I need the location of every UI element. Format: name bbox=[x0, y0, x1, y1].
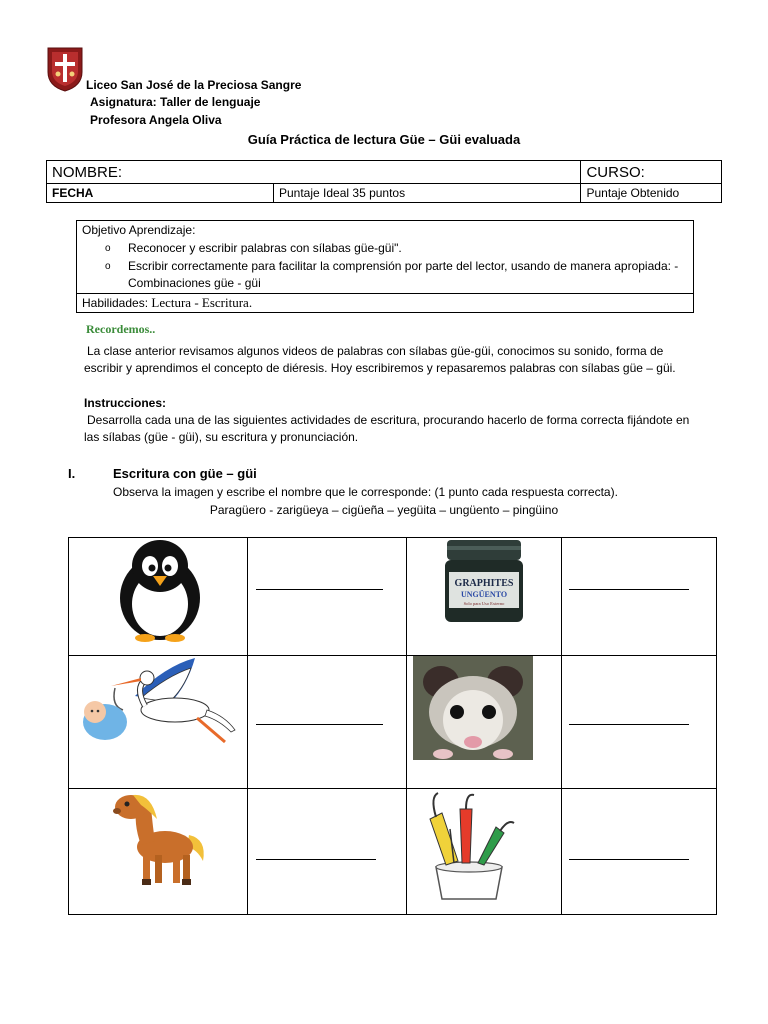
word-bank: Paragüero - zarigüeya – cigüeña – yegüita – ungüento – pingüino bbox=[209, 503, 559, 517]
opossum-image bbox=[413, 656, 533, 760]
skills-row bbox=[77, 293, 693, 312]
ideal-score: Puntaje Ideal 35 puntos bbox=[274, 184, 581, 203]
recordemos-heading: Recordemos.. bbox=[86, 322, 156, 336]
objective-bullet-1: Reconocer y escribir palabras con sílabas güe-güi". bbox=[128, 241, 402, 255]
student-info-table bbox=[46, 160, 722, 203]
answer-blank-2[interactable] bbox=[569, 589, 689, 590]
jar-label-3: Solo para Uso Externo bbox=[463, 601, 505, 606]
umbrella-stand-image bbox=[416, 789, 522, 901]
course-field[interactable]: CURSO: bbox=[581, 161, 722, 184]
jar-label-1: GRAPHITES bbox=[454, 578, 514, 589]
obtained-score-field[interactable]: Puntaje Obtenido bbox=[581, 184, 722, 203]
exercise-grid bbox=[68, 537, 717, 915]
instructions-heading: Instrucciones: bbox=[84, 396, 167, 410]
answer-blank-6[interactable] bbox=[569, 859, 689, 860]
instructions-text: Desarrolla cada una de las siguientes actividades de escritura, procurando hacerlo de forma correcta fijándote en las sílabas (güe - güi), su escritura y pronunciación. bbox=[84, 413, 690, 444]
school-name: Liceo San José de la Preciosa Sangre bbox=[86, 78, 302, 92]
subject: Asignatura: Taller de lenguaje bbox=[90, 95, 261, 109]
ointment-jar-image bbox=[441, 538, 527, 624]
school-crest-logo bbox=[46, 46, 84, 92]
penguin-image bbox=[115, 538, 205, 642]
section-title: Escritura con güe – güi bbox=[113, 466, 257, 481]
intro-paragraph: La clase anterior revisamos algunos videos de palabras con sílabas güe-güi, conocimos su sonido, forma de escribir y aprendimos el concepto de diéresis. Hoy escribiremos y repasaremos palabras con sílabas güe – güi. bbox=[84, 344, 676, 375]
objective-heading: Objetivo Aprendizaje: bbox=[82, 223, 196, 237]
pony-image bbox=[107, 789, 211, 889]
skills-label: Habilidades: bbox=[82, 296, 152, 310]
answer-blank-1[interactable] bbox=[256, 589, 383, 590]
answer-blank-5[interactable] bbox=[256, 859, 376, 860]
page-title: Guía Práctica de lectura Güe – Güi evaluada bbox=[247, 132, 521, 147]
teacher-name: Profesora Angela Oliva bbox=[90, 113, 222, 127]
bullet-icon: o bbox=[105, 243, 111, 254]
stork-image bbox=[75, 656, 240, 752]
objective-box bbox=[76, 220, 694, 313]
answer-blank-3[interactable] bbox=[256, 724, 383, 725]
name-field[interactable]: NOMBRE: bbox=[47, 161, 581, 184]
skills-value: Lectura - Escritura. bbox=[151, 295, 253, 310]
bullet-icon: o bbox=[105, 261, 111, 272]
section-number: I. bbox=[68, 466, 76, 481]
jar-label-2: UNGÜENTO bbox=[460, 590, 508, 599]
objective-bullet-2: Escribir correctamente para facilitar la comprensión por parte del lector, usando de manera apropiada: - Combinaciones güe - güi bbox=[128, 259, 679, 290]
section-instruction: Observa la imagen y escribe el nombre que le corresponde: (1 punto cada respuesta correcta). bbox=[113, 485, 618, 499]
answer-blank-4[interactable] bbox=[569, 724, 689, 725]
date-field[interactable]: FECHA bbox=[47, 184, 274, 203]
